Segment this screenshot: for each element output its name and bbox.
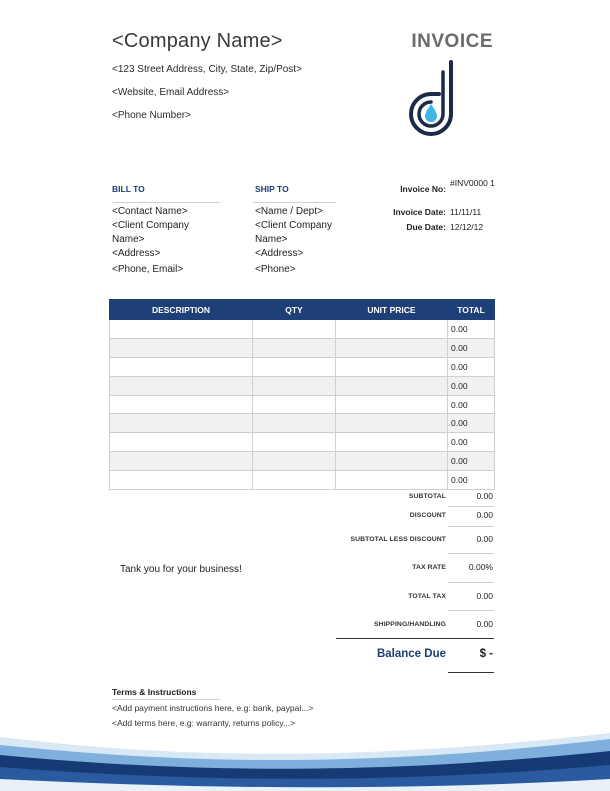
cell-qty[interactable] [253, 357, 336, 376]
bill-to-block [112, 205, 189, 277]
table-header-row [110, 300, 495, 320]
terms-heading: Terms & Instructions [112, 687, 197, 697]
column-header-total: TOTAL [448, 300, 495, 320]
discount-label: DISCOUNT [409, 512, 446, 519]
column-header-unit-price: UNIT PRICE [336, 300, 448, 320]
company-phone: <Phone Number> [112, 110, 191, 121]
terms-text: <Add terms here, e.g: warranty, returns policy...> [112, 718, 295, 728]
table-row [110, 338, 495, 357]
cell-description[interactable] [110, 320, 253, 339]
cell-unit-price[interactable] [336, 414, 448, 433]
cell-description[interactable] [110, 376, 253, 395]
invoice-no-label: Invoice No: [400, 184, 446, 194]
subtotal-label: SUBTOTAL [408, 493, 446, 500]
total-tax-label: TOTAL TAX [408, 593, 446, 600]
ship-to-block [255, 205, 332, 277]
due-date-label: Due Date: [406, 222, 446, 232]
cell-unit-price[interactable] [336, 338, 448, 357]
subtotal-less-divider [448, 553, 494, 554]
table-row [110, 471, 495, 490]
cell-unit-price[interactable] [336, 395, 448, 414]
total-tax-value: 0.00 [476, 591, 493, 601]
cell-qty[interactable] [253, 414, 336, 433]
thank-you-note: Tank you for your business! [120, 564, 242, 575]
cell-qty[interactable] [253, 395, 336, 414]
cell-unit-price[interactable] [336, 433, 448, 452]
cell-unit-price[interactable] [336, 471, 448, 490]
company-name: <Company Name> [112, 30, 283, 52]
shipping-handling-value[interactable]: 0.00 [476, 619, 493, 629]
line-items-table [109, 299, 495, 490]
cell-total: 0.00 [448, 433, 495, 452]
subtotal-less-discount-value: 0.00 [476, 534, 493, 544]
bill-to-company: <Client Company [112, 220, 189, 231]
cell-qty[interactable] [253, 433, 336, 452]
cell-unit-price[interactable] [336, 452, 448, 471]
bill-to-phone-email: <Phone, Email> [112, 264, 184, 275]
invoice-date-label: Invoice Date: [393, 207, 446, 217]
subtotal-less-discount-label: SUBTOTAL LESS DISCOUNT [350, 536, 446, 543]
cell-unit-price[interactable] [336, 376, 448, 395]
bill-to-heading: BILL TO [112, 184, 145, 194]
cell-total: 0.00 [448, 376, 495, 395]
tax-rate-divider [448, 582, 494, 583]
cell-description[interactable] [110, 338, 253, 357]
cell-qty[interactable] [253, 338, 336, 357]
cell-unit-price[interactable] [336, 357, 448, 376]
ship-to-heading: SHIP TO [255, 184, 289, 194]
cell-description[interactable] [110, 452, 253, 471]
invoice-no-value: #INV0000 1 [450, 178, 495, 188]
table-row [110, 395, 495, 414]
cell-description[interactable] [110, 395, 253, 414]
table-row [110, 320, 495, 339]
shipping-handling-label: SHIPPING/HANDLING [374, 621, 446, 628]
ship-to-name: <Name / Dept> [255, 206, 323, 217]
tax-rate-label: TAX RATE [412, 564, 446, 571]
table-row [110, 452, 495, 471]
due-date-value: 12/12/12 [450, 222, 484, 232]
footer-wave-decoration [0, 715, 610, 791]
discount-divider [448, 526, 494, 527]
cell-description[interactable] [110, 414, 253, 433]
balance-due-label: Balance Due [376, 648, 446, 660]
balance-underline [448, 672, 494, 673]
bill-to-address: <Address> [112, 248, 161, 259]
cell-description[interactable] [110, 357, 253, 376]
subtotal-value: 0.00 [476, 491, 493, 501]
invoice-date-value: 11/11/11 [450, 207, 482, 217]
cell-total: 0.00 [448, 357, 495, 376]
cell-qty[interactable] [253, 376, 336, 395]
bill-to-divider [112, 202, 220, 203]
invoice-title: INVOICE [411, 31, 493, 52]
ship-to-divider [253, 202, 336, 203]
cell-qty[interactable] [253, 320, 336, 339]
cell-total: 0.00 [448, 471, 495, 490]
droplet-d-logo-icon [405, 58, 461, 142]
ship-to-company: <Client Company [255, 220, 332, 231]
cell-description[interactable] [110, 471, 253, 490]
table-row [110, 433, 495, 452]
terms-divider [112, 699, 220, 700]
bill-to-contact: <Contact Name> [112, 206, 188, 217]
table-row [110, 376, 495, 395]
balance-due-value: $ - [479, 648, 493, 660]
cell-qty[interactable] [253, 452, 336, 471]
balance-top-rule [336, 638, 494, 639]
payment-instructions: <Add payment instructions here, e.g: bank, paypal...> [112, 703, 314, 713]
cell-total: 0.00 [448, 414, 495, 433]
bill-to-company-cont: Name> [112, 234, 145, 245]
ship-to-address: <Address> [255, 248, 304, 259]
cell-qty[interactable] [253, 471, 336, 490]
column-header-description: DESCRIPTION [110, 300, 253, 320]
column-header-qty: QTY [253, 300, 336, 320]
cell-total: 0.00 [448, 452, 495, 471]
tax-rate-value[interactable]: 0.00% [468, 562, 493, 572]
cell-total: 0.00 [448, 338, 495, 357]
ship-to-phone: <Phone> [255, 264, 296, 275]
cell-description[interactable] [110, 433, 253, 452]
total-tax-divider [448, 610, 494, 611]
table-row [110, 414, 495, 433]
subtotal-divider [448, 506, 494, 507]
ship-to-company-cont: Name> [255, 234, 288, 245]
cell-total: 0.00 [448, 320, 495, 339]
discount-value[interactable]: 0.00 [476, 510, 493, 520]
cell-unit-price[interactable] [336, 320, 448, 339]
cell-total: 0.00 [448, 395, 495, 414]
company-address: <123 Street Address, City, State, Zip/Post> [112, 64, 302, 75]
table-row [110, 357, 495, 376]
company-web-email: <Website, Email Address> [112, 87, 230, 98]
